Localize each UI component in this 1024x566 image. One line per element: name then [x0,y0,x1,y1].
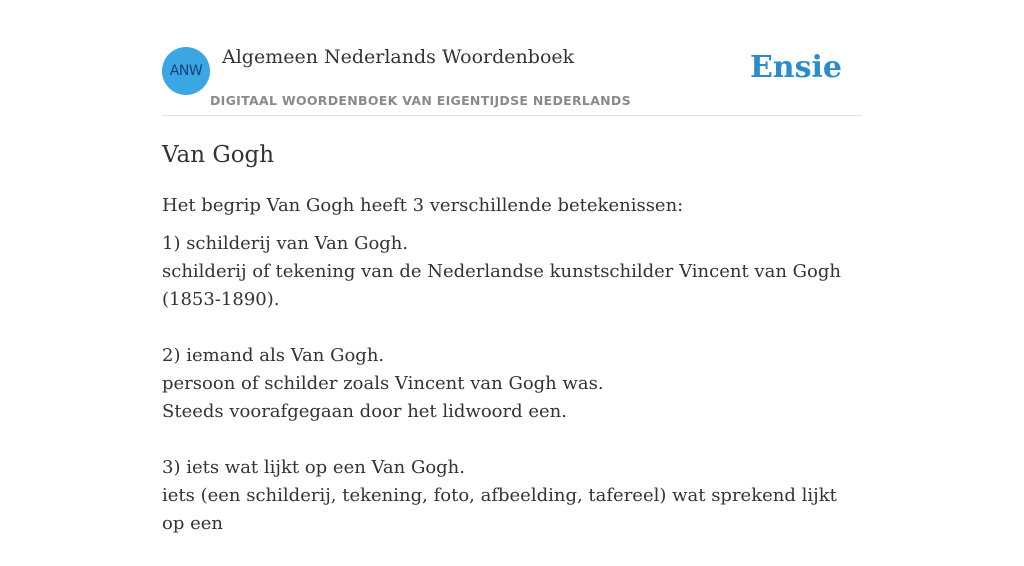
main-content [162,140,862,538]
content-container [162,0,862,566]
intro-text: Het begrip Van Gogh heeft 3 verschillende betekenissen: [162,195,684,216]
site-header [162,0,862,116]
site-subtitle: DIGITAAL WOORDENBOEK VAN EIGENTIJDSE NEDERLANDS [210,93,631,108]
definition-text: schilderij of tekening van de Nederlandse kunstschilder Vincent van Gogh (1853-1890). [162,261,841,310]
site-title-link[interactable]: Algemeen Nederlands Woordenboek [222,46,575,68]
logo-text: ANW [169,63,203,79]
definition-item [162,454,862,538]
anw-logo[interactable] [162,47,210,95]
definition-term: 2) iemand als Van Gogh. [162,345,385,366]
definition-note: Steeds voorafgegaan door het lidwoord een. [162,401,567,422]
page-title: Van Gogh [162,142,275,168]
definition-item [162,230,862,314]
definition-item [162,342,862,426]
definition-text: iets (een schilderij, tekening, foto, afbeelding, tafereel) wat sprekend lijkt op een [162,485,837,534]
ensie-brand-link[interactable]: Ensie [749,50,842,85]
definition-term: 3) iets wat lijkt op een Van Gogh. [162,457,465,478]
definition-term: 1) schilderij van Van Gogh. [162,233,409,254]
definition-list [162,230,862,538]
definition-text: persoon of schilder zoals Vincent van Gogh was. [162,373,604,394]
